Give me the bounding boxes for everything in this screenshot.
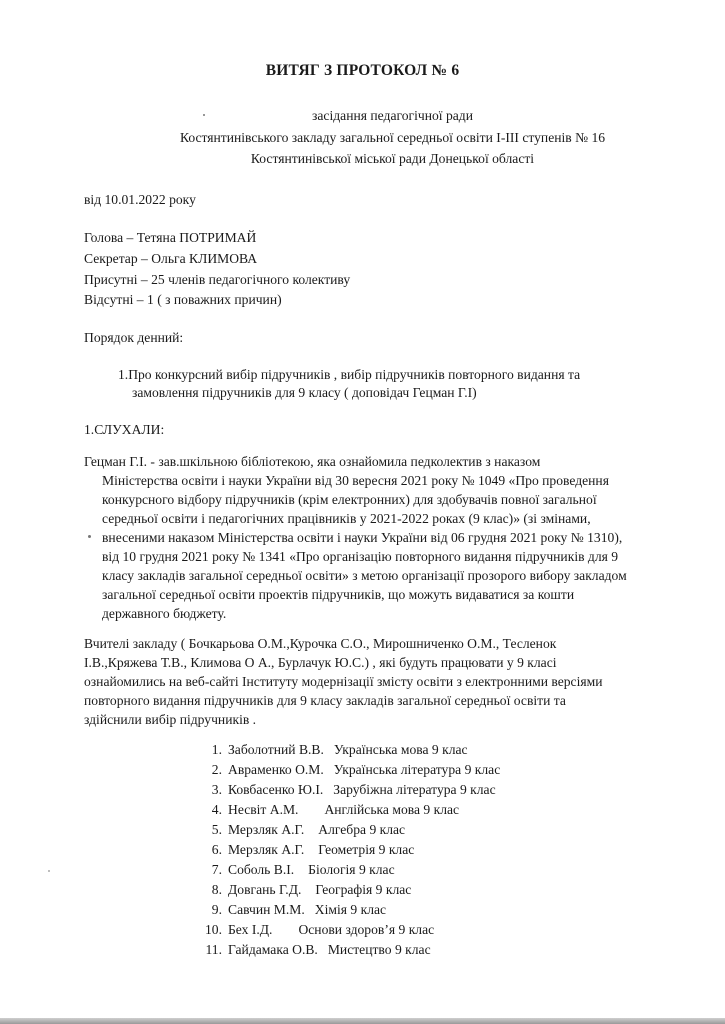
list-item — [200, 862, 395, 878]
list-item-author: Савчин М.М. — [228, 902, 305, 917]
paragraph-line: конкурсного відбору підручників (крім електронних) для здобувачів повної загальної — [102, 492, 597, 507]
attendance-line: Відсутні – 1 ( з поважних причин) — [84, 292, 282, 307]
paragraph-line: класу закладів загальної середньої освіти» з метою організації прозорого вибору закладом — [102, 568, 627, 583]
list-item-subject: Мистецтво 9 клас — [327, 942, 431, 957]
meeting-date: від 10.01.2022 року — [84, 192, 196, 207]
list-item-author: Заболотний В.В. — [228, 742, 324, 757]
list-item-number: 11. — [205, 942, 222, 957]
list-item-subject: Геометрія 9 клас — [318, 842, 415, 857]
list-item-number: 6. — [211, 842, 222, 857]
list-item — [200, 842, 414, 858]
paragraph-line: Вчителі закладу ( Бочкарьова О.М.,Курочка С.О., Мирошниченко О.М., Тесленок — [84, 636, 557, 651]
list-item-subject: Англійська мова 9 клас — [324, 802, 460, 817]
list-item — [200, 802, 459, 818]
paragraph-line: Міністерства освіти і науки України від 30 вересня 2021 року № 1049 «Про проведення — [102, 473, 609, 488]
list-item-author: Несвіт А.М. — [228, 802, 299, 817]
list-item-author: Соболь В.І. — [228, 862, 295, 877]
list-item-number: 2. — [211, 762, 222, 777]
paragraph-line: середньої освіти і педагогічних працівників у 2021-2022 роках (9 клас)» (зі змінами, — [102, 511, 591, 526]
list-item-subject: Біологія 9 клас — [308, 862, 395, 877]
list-item-author: Ковбасенко Ю.І. — [228, 782, 324, 797]
list-item — [200, 902, 386, 918]
list-item — [200, 762, 500, 778]
paragraph-line: загальної середньої освіти проектів підручників, що можуть видаватися за кошти — [102, 587, 575, 602]
scan-speck — [48, 870, 50, 872]
list-item-author: Мерзляк А.Г. — [228, 822, 305, 837]
subtitle-line: Костянтинівського закладу загальної середньої освіти І-ІІІ ступенів № 16 — [179, 130, 606, 145]
list-item-subject: Географія 9 клас — [315, 882, 412, 897]
document-title: ВИТЯГ З ПРОТОКОЛ № 6 — [265, 62, 460, 79]
list-item-author: Гайдамака О.В. — [228, 942, 318, 957]
scan-speck — [88, 535, 91, 538]
paragraph-line: ознайомились на веб-сайті Інституту модернізації змісту освіти з електронними версіями — [84, 674, 603, 689]
subtitle-line: засідання педагогічної ради — [312, 108, 473, 123]
list-item-author: Бех І.Д. — [228, 922, 273, 937]
list-item-number: 9. — [211, 902, 222, 917]
heard-heading: 1.СЛУХАЛИ: — [84, 422, 165, 437]
attendance-line: Секретар – Ольга КЛИМОВА — [84, 251, 258, 266]
list-item-subject: Українська мова 9 клас — [333, 742, 468, 757]
list-item — [200, 822, 405, 838]
list-item — [200, 942, 431, 958]
list-item-author: Мерзляк А.Г. — [228, 842, 305, 857]
list-item-number: 4. — [211, 802, 222, 817]
list-item — [200, 782, 496, 798]
subtitle-line: Костянтинівської міської ради Донецької області — [250, 151, 535, 166]
list-item — [200, 922, 434, 938]
list-item-number: 7. — [211, 862, 222, 877]
scan-bottom-edge — [0, 1018, 725, 1024]
list-item — [200, 882, 411, 898]
list-item-number: 5. — [211, 822, 222, 837]
attendance-line: Присутні – 25 членів педагогічного колективу — [84, 272, 351, 287]
paragraph-line: Гецман Г.І. - зав.шкільною бібліотекою, яка ознайомила педколектив з наказом — [84, 454, 541, 469]
list-item-number: 1. — [211, 742, 222, 757]
agenda-heading: Порядок денний: — [84, 330, 184, 345]
list-item-subject: Хімія 9 клас — [314, 902, 387, 917]
paragraph-line: державного бюджету. — [102, 606, 227, 621]
list-item-subject: Українська література 9 клас — [333, 762, 501, 777]
agenda-item-line: замовлення підручників для 9 класу ( доповідач Гецман Г.І) — [132, 385, 477, 400]
list-item-subject: Зарубіжна література 9 клас — [333, 782, 496, 797]
list-item-author: Авраменко О.М. — [228, 762, 324, 777]
paragraph-line: повторного видання підручників для 9 класу закладів загальної середньої освіти та — [84, 693, 566, 708]
attendance-line: Голова – Тетяна ПОТРИМАЙ — [84, 230, 257, 245]
list-item-number: 10. — [205, 922, 222, 937]
paragraph-line: здійснили вибір підручників . — [84, 712, 257, 727]
list-item-subject: Основи здоров’я 9 клас — [298, 922, 435, 937]
list-item-subject: Алгебра 9 клас — [318, 822, 406, 837]
paragraph-line: І.В.,Кряжева Т.В., Климова О А., Бурлачук Ю.С.) , які будуть працювати у 9 класі — [84, 655, 557, 670]
list-item-number: 8. — [211, 882, 222, 897]
list-item-author: Довгань Г.Д. — [228, 882, 302, 897]
scan-speck — [203, 114, 205, 116]
paragraph-line: від 10 грудня 2021 року № 1341 «Про організацію повторного видання підручників для 9 — [102, 549, 619, 564]
list-item-number: 3. — [211, 782, 222, 797]
agenda-item-line: 1.Про конкурсний вибір підручників , вибір підручників повторного видання та — [118, 367, 581, 382]
list-item — [200, 742, 468, 758]
paragraph-line: внесеними наказом Міністерства освіти і науки України від 06 грудня 2021 року № 1310), — [102, 530, 623, 545]
